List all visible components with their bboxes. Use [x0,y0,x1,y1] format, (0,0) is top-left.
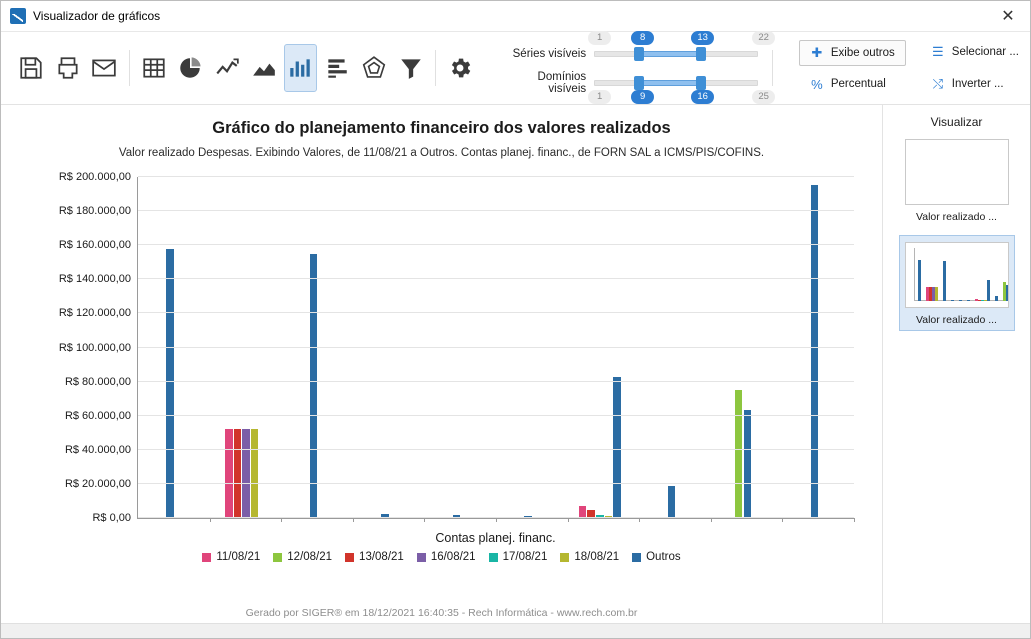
preview-panel [882,105,1030,623]
visibility-sliders [500,31,769,102]
generated-note: Gerado por SIGER® em 18/12/2021 16:40:35 - Rech Informática - www.rech.com.br [245,607,638,619]
thumbnail-empty-caption: Valor realizado ... [916,211,997,223]
y-axis-tick-label: R$ 140.000,00 [58,273,131,286]
legend-label: 13/08/21 [359,551,404,563]
chart-bar[interactable] [811,185,819,518]
legend-item[interactable] [560,551,619,563]
percent-icon: % [811,76,823,92]
legend-swatch [202,553,211,562]
percent-label: Percentual [830,78,886,90]
plot-area [58,171,854,524]
x-axis-tick [281,518,282,522]
legend-label: 12/08/21 [287,551,333,563]
legend-swatch [560,553,569,562]
window-title: Visualizador de gráficos [33,9,161,23]
series-slider-knob-high[interactable] [696,47,706,61]
y-axis-tick-label: R$ 40.000,00 [64,443,131,456]
y-axis-tick-label: R$ 20.000,00 [64,477,131,490]
chart-legend [1,551,882,563]
y-axis-tick-label: R$ 180.000,00 [58,205,131,218]
domains-slider-fill [636,80,700,86]
thumbnail-empty-image [905,139,1009,205]
thumbnail-bar [967,300,970,301]
x-axis-tick [854,518,855,522]
funnel-chart-icon [398,55,424,81]
gridline [138,483,854,484]
chart-title: Gráfico do planejamento financeiro dos valores realizados [212,119,671,137]
settings-button[interactable] [444,44,477,92]
series-visible-slider[interactable] [594,31,769,63]
gridline [138,210,854,211]
legend-swatch [489,553,498,562]
domains-slider-knob-low[interactable] [634,76,644,90]
thumbnail-bar [995,296,998,301]
domains-slider-knob-high[interactable] [696,76,706,90]
y-axis-tick-label: R$ 160.000,00 [58,239,131,252]
toolbar-actions-col1 [799,40,906,97]
x-axis-label: Contas planej. financ. [435,531,556,545]
line-chart-button[interactable] [211,44,244,92]
y-axis-tick-label: R$ 0,00 [92,512,131,524]
chart-app-icon [10,8,26,24]
thumbnail-y-axis [914,248,915,301]
legend-item[interactable] [632,551,681,563]
domains-min-badge: 1 [588,90,611,104]
pie-chart-button[interactable] [174,44,207,92]
area-chart-button[interactable] [247,44,280,92]
x-axis-tick [782,518,783,522]
legend-item[interactable] [489,551,548,563]
legend-item[interactable] [417,551,476,563]
chart-bar[interactable] [668,486,676,518]
bars-container [138,177,854,518]
x-axis-tick [639,518,640,522]
list-icon: ☰ [931,44,944,59]
select-label: Selecionar ... [951,46,1019,58]
x-axis-tick [353,518,354,522]
percent-button[interactable] [799,72,906,97]
chart-bar[interactable] [735,390,743,518]
thumbnail-bar [1006,285,1009,302]
column-chart-button[interactable] [284,44,317,92]
window-body [1,105,1030,623]
thumbnail-empty[interactable] [905,139,1009,223]
main-toolbar [1,32,1030,105]
legend-item[interactable] [345,551,404,563]
y-axis-tick-label: R$ 80.000,00 [64,375,131,388]
invert-button[interactable] [920,71,1030,97]
pie-chart-icon [177,55,203,81]
invert-label: Inverter ... [951,78,1004,90]
thumbnail-bar [987,280,990,301]
series-low-badge: 8 [631,31,654,45]
toolbar-separator-3 [772,50,773,86]
series-visible-label: Séries visíveis [512,47,587,60]
chart-bar[interactable] [744,410,752,518]
legend-item[interactable] [202,551,260,563]
series-visible-row [500,31,769,65]
print-icon [55,55,81,81]
chart-bar[interactable] [234,429,242,519]
gridline [138,244,854,245]
gridline [138,312,854,313]
domains-visible-label: Domínios visíveis [537,70,587,95]
legend-swatch [417,553,426,562]
chart-bar[interactable] [310,254,318,518]
gridline [138,381,854,382]
x-axis-tick [210,518,211,522]
bar-chart-button[interactable] [321,44,354,92]
gridline [138,347,854,348]
domains-visible-row [500,70,769,102]
close-icon[interactable]: ✕ [1001,8,1015,25]
save-icon [18,55,44,81]
legend-label: 16/08/21 [430,551,476,563]
email-icon [91,55,117,81]
table-button[interactable] [138,44,171,92]
gridline [138,415,854,416]
thumbnail-chart[interactable] [899,235,1015,331]
plot-wrapper [13,169,868,547]
y-axis-tick-label: R$ 120.000,00 [58,307,131,320]
chart-bar[interactable] [166,249,174,518]
y-axis-tick-label: R$ 100.000,00 [58,341,131,354]
chart-bar[interactable] [242,429,250,519]
series-slider-knob-low[interactable] [634,47,644,61]
toolbar-actions-col2 [920,39,1030,97]
email-button[interactable] [88,44,121,92]
series-max-badge: 22 [752,31,775,45]
domains-high-badge: 16 [691,90,714,104]
bar-chart-icon [324,55,350,81]
legend-swatch [273,553,282,562]
column-chart-icon [287,55,313,81]
chart-bar[interactable] [251,429,259,519]
show-others-label: Exibe outros [830,46,895,59]
gear-icon [447,55,473,81]
chart-pane [1,105,882,623]
table-icon [141,55,167,81]
chart-bar[interactable] [613,377,621,518]
shuffle-icon: ⤭ [932,76,943,91]
legend-label: 18/08/21 [574,551,620,563]
status-bar [1,623,1030,638]
chart-subtitle: Valor realizado Despesas. Exibindo Valores, de 11/08/21 a Outros. Contas planej. financ., de FORN SAL a ICMS/PIS/COFINS. [118,147,765,159]
legend-item[interactable] [273,551,332,563]
thumbnail-chart-image [905,242,1009,308]
chart-bar[interactable] [225,429,233,519]
legend-label: 11/08/21 [216,551,261,563]
area-chart-icon [251,55,277,81]
legend-swatch [632,553,641,562]
save-button[interactable] [15,44,48,92]
radar-chart-icon [361,55,387,81]
series-slider-fill [636,51,700,57]
x-axis-tick [424,518,425,522]
domains-max-badge: 25 [752,90,775,104]
y-axis-tick-label: R$ 200.000,00 [58,171,131,183]
thumbnail-bar [935,287,938,301]
toolbar-separator-2 [435,50,436,86]
domains-visible-slider[interactable] [594,74,769,102]
gridline [138,176,854,177]
series-min-badge: 1 [588,31,611,45]
legend-swatch [345,553,354,562]
x-axis-tick [568,518,569,522]
thumbnail-bar [943,261,946,301]
title-bar [1,1,1030,32]
line-chart-icon [214,55,240,81]
domains-low-badge: 9 [631,90,654,104]
legend-label: 17/08/21 [502,551,548,563]
radar-chart-button[interactable] [358,44,391,92]
select-button[interactable] [920,39,1030,65]
series-high-badge: 13 [691,31,714,45]
thumbnail-bar [959,300,962,301]
funnel-chart-button[interactable] [394,44,427,92]
gridline [138,449,854,450]
legend-label: Outros [646,551,681,563]
preview-header: Visualizar [930,115,983,129]
y-axis-tick-label: R$ 60.000,00 [64,409,131,422]
thumbnail-bar [918,260,921,301]
print-button[interactable] [52,44,85,92]
gridline [138,278,854,279]
thumbnail-chart-caption: Valor realizado ... [916,314,997,326]
plus-icon: ✚ [811,44,823,60]
thumbnail-bar [951,300,954,301]
show-others-button[interactable] [799,40,906,66]
toolbar-separator-1 [129,50,130,86]
x-axis-tick [711,518,712,522]
x-axis-tick [496,518,497,522]
